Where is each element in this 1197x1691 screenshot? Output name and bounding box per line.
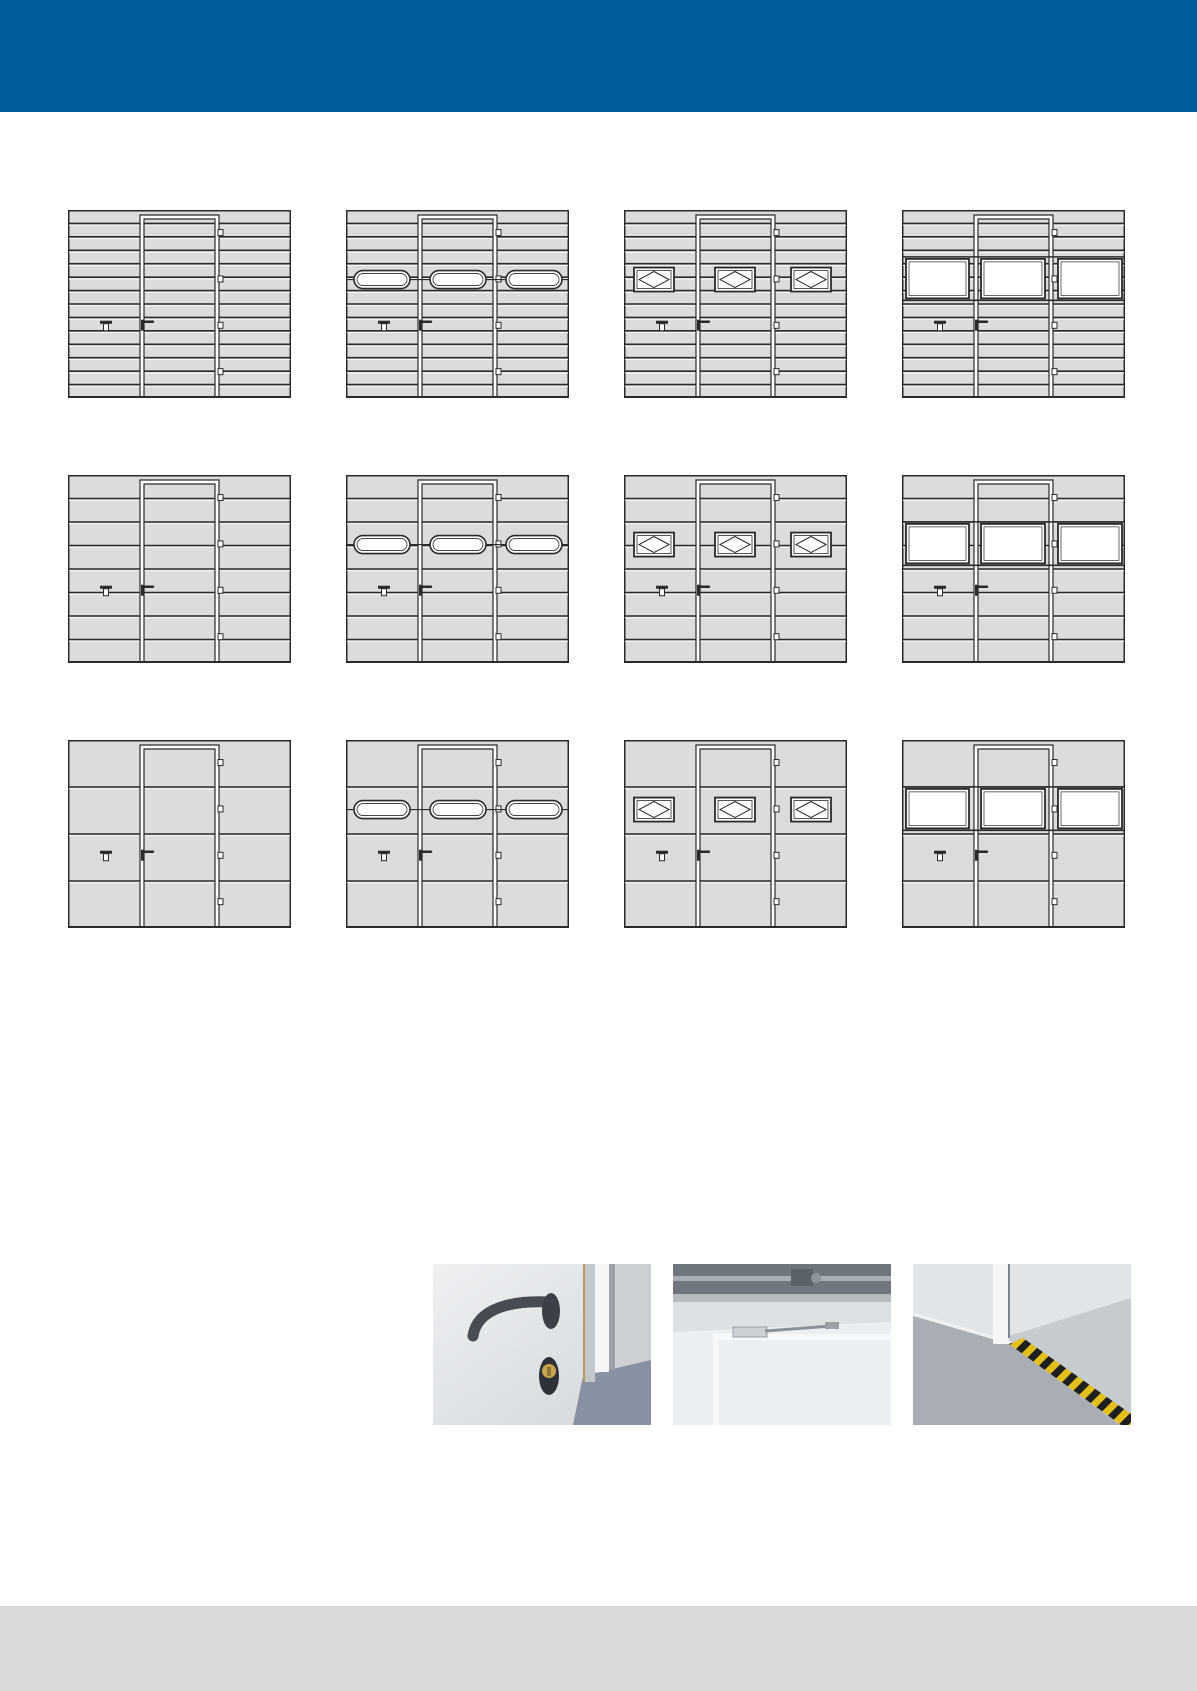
lock-stem	[938, 854, 943, 861]
hinge-icon	[774, 899, 779, 905]
door-diagram-rectangle-window-icon	[902, 475, 1125, 663]
lock-stem	[104, 324, 109, 331]
hinge-icon	[496, 541, 501, 547]
door-diagram-no-window	[68, 740, 291, 928]
lever-handle-key-photo	[433, 1264, 651, 1425]
hinge-icon	[774, 541, 779, 547]
lock-stem	[660, 324, 665, 331]
door-drawing	[68, 740, 291, 928]
hinge-icon	[496, 495, 501, 501]
oval-window-glass	[509, 539, 559, 551]
hinge-icon	[774, 276, 779, 282]
door-diagram-no-window	[68, 210, 291, 398]
oval-window-glass	[357, 539, 407, 551]
door-drawing	[624, 740, 847, 928]
hinge-icon	[218, 369, 223, 375]
hinge-icon	[496, 369, 501, 375]
lock-stem	[938, 324, 943, 331]
rectangle-window-glass	[984, 262, 1042, 295]
lock-stem	[660, 854, 665, 861]
rectangle-window-glass	[909, 527, 966, 560]
door-drawing	[624, 475, 847, 663]
hinge-icon	[218, 541, 223, 547]
door-frame-side	[713, 1334, 719, 1425]
door-drawing	[68, 475, 291, 663]
lock-stem	[104, 854, 109, 861]
hinge-icon	[496, 276, 501, 282]
hinge-icon	[774, 852, 779, 858]
oval-window-glass	[357, 274, 407, 286]
hinge-icon	[1052, 760, 1057, 766]
hinge-icon	[218, 634, 223, 640]
door-edge	[993, 1264, 1009, 1344]
footer-band	[0, 1606, 1197, 1691]
rectangle-window-glass	[909, 262, 966, 295]
hinge-icon	[1052, 899, 1057, 905]
hinge-icon	[218, 322, 223, 328]
hinge-icon	[774, 806, 779, 812]
door-drawing	[346, 475, 569, 663]
hinge-icon	[496, 806, 501, 812]
hinge-icon	[218, 495, 223, 501]
lever-handle-key-illustration	[433, 1264, 651, 1425]
oval-window-glass	[433, 804, 483, 816]
door-drawing	[346, 210, 569, 398]
hinge-icon	[496, 899, 501, 905]
hinge-icon	[496, 760, 501, 766]
hinge-icon	[1052, 634, 1057, 640]
rectangle-window-glass	[984, 792, 1042, 825]
door-drawing	[68, 210, 291, 398]
hinge-icon	[774, 230, 779, 236]
lock-stem	[938, 589, 943, 596]
frame-shadow	[609, 1264, 615, 1370]
hinge-icon	[218, 760, 223, 766]
oval-window-glass	[509, 804, 559, 816]
key-slot	[547, 1367, 551, 1376]
door-drawing	[346, 740, 569, 928]
closer-arm-shoe	[825, 1322, 839, 1329]
hinge-icon	[1052, 230, 1057, 236]
door-drawing	[902, 740, 1125, 928]
wall-area	[615, 1264, 651, 1374]
door-drawing	[624, 210, 847, 398]
hinge-icon	[218, 899, 223, 905]
lock-stem	[382, 589, 387, 596]
hinge-icon	[1052, 806, 1057, 812]
hinge-icon	[1052, 495, 1057, 501]
hinge-icon	[774, 634, 779, 640]
floor-threshold-hazard-stripe-photo	[913, 1264, 1131, 1425]
hinge-icon	[1052, 852, 1057, 858]
hinge-icon	[774, 322, 779, 328]
handle-rose	[542, 1293, 560, 1329]
hinge-icon	[774, 587, 779, 593]
hinge-icon	[496, 587, 501, 593]
lock-stem	[382, 324, 387, 331]
rectangle-window-glass	[1061, 527, 1119, 560]
overhead-door-closer-photo	[673, 1264, 891, 1425]
hinge-icon	[218, 587, 223, 593]
oval-window-glass	[509, 274, 559, 286]
hinge-icon	[496, 634, 501, 640]
rectangle-window-glass	[1061, 792, 1119, 825]
door-closer-illustration	[673, 1264, 891, 1425]
door-diagram-diamond-window-icon	[624, 740, 847, 928]
hinge-icon	[1052, 369, 1057, 375]
hinge-icon	[1052, 322, 1057, 328]
door-diagram-oval-window-icon	[346, 210, 569, 398]
oval-window-glass	[433, 274, 483, 286]
closer-body	[733, 1327, 767, 1337]
photo-strip	[433, 1264, 1131, 1425]
door-diagram-oval-window-icon	[346, 475, 569, 663]
hinge-icon	[496, 230, 501, 236]
oval-window-glass	[433, 539, 483, 551]
lock-stem	[660, 589, 665, 596]
hinge-icon	[218, 806, 223, 812]
hinge-icon	[218, 276, 223, 282]
door-diagram-oval-window-icon	[346, 740, 569, 928]
lock-stem	[104, 589, 109, 596]
hinge-icon	[496, 852, 501, 858]
hinge-icon	[218, 230, 223, 236]
door-diagram-rectangle-window-icon	[902, 210, 1125, 398]
rectangle-window-glass	[984, 527, 1042, 560]
hinge-icon	[1052, 587, 1057, 593]
header-band	[0, 0, 1197, 112]
rail-rod	[673, 1276, 891, 1281]
rail-roller	[811, 1273, 821, 1283]
oval-window-glass	[357, 804, 407, 816]
door-drawing	[902, 475, 1125, 663]
hinge-icon	[774, 369, 779, 375]
hinge-icon	[774, 495, 779, 501]
lock-stem	[382, 854, 387, 861]
hinge-icon	[1052, 541, 1057, 547]
rail-underside	[673, 1294, 891, 1302]
door-frame	[595, 1264, 609, 1372]
door-diagram-diamond-window-icon	[624, 210, 847, 398]
door-diagram-diamond-window-icon	[624, 475, 847, 663]
door-diagram-no-window	[68, 475, 291, 663]
floor-threshold-illustration	[913, 1264, 1131, 1425]
rectangle-window-glass	[1061, 262, 1119, 295]
hinge-icon	[218, 852, 223, 858]
hinge-icon	[774, 760, 779, 766]
door-diagram-rectangle-window-icon	[902, 740, 1125, 928]
door-grid	[68, 210, 1125, 928]
door-drawing	[902, 210, 1125, 398]
hinge-icon	[496, 322, 501, 328]
rectangle-window-glass	[909, 792, 966, 825]
rail-bracket	[791, 1269, 813, 1286]
hinge-icon	[1052, 276, 1057, 282]
